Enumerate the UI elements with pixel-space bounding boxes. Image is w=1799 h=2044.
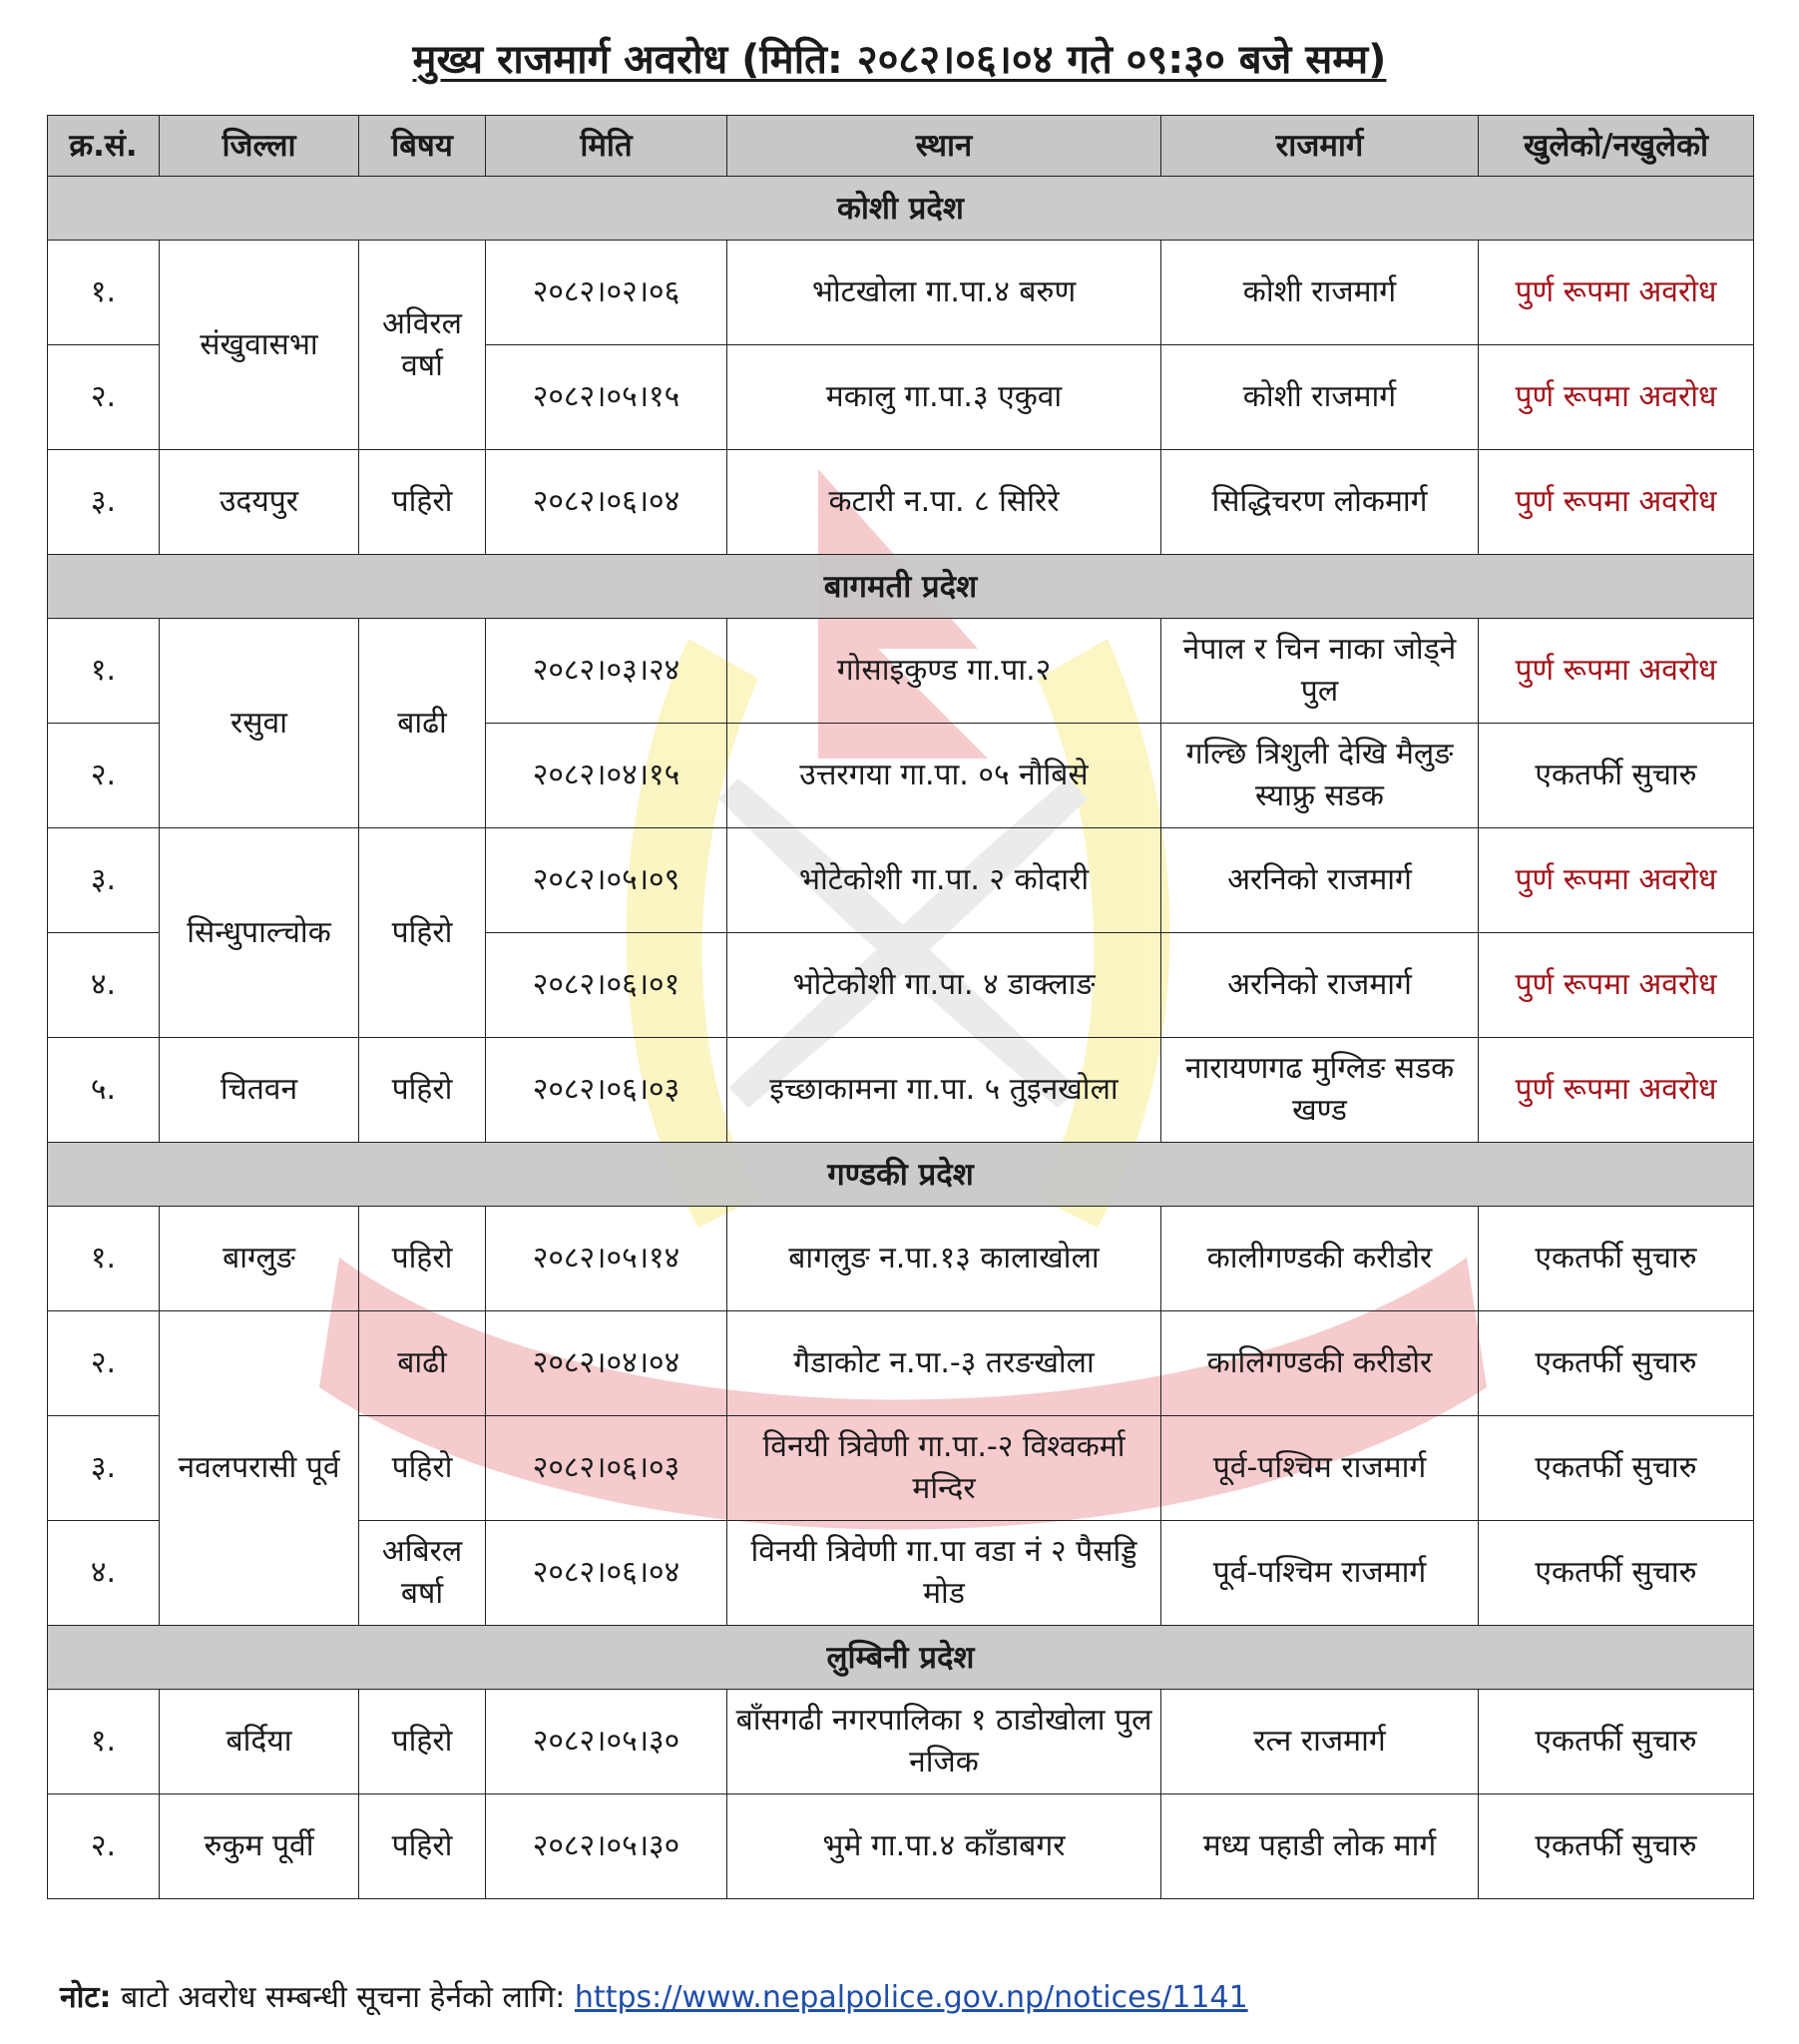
cell-place: विनयी त्रिवेणी गा.पा वडा नं २ पैसड्डि मोड <box>727 1521 1161 1626</box>
cell-status: एकतर्फी सुचारु <box>1479 724 1754 828</box>
cell-sn: २. <box>48 724 160 828</box>
cell-highway: कोशी राजमार्ग <box>1161 345 1479 450</box>
cell-district: सिन्धुपाल्चोक <box>160 828 359 1038</box>
cell-date: २०८२।०६।०३ <box>486 1416 727 1521</box>
cell-highway: अरनिको राजमार्ग <box>1161 933 1479 1038</box>
cell-date: २०८२।०६।०१ <box>486 933 727 1038</box>
cell-date: २०८२।०३।२४ <box>486 619 727 724</box>
cell-sn: २. <box>48 1794 160 1899</box>
cell-subject: पहिरो <box>359 1038 486 1143</box>
province-name: गण्डकी प्रदेश <box>48 1143 1754 1207</box>
province-row <box>48 177 1754 241</box>
cell-district: रसुवा <box>160 619 359 828</box>
notice-link[interactable]: https://www.nepalpolice.gov.np/notices/1141 <box>574 1980 1248 2015</box>
province-row <box>48 1626 1754 1690</box>
cell-date: २०८२।०६।०३ <box>486 1038 727 1143</box>
province-name: बागमती प्रदेश <box>48 555 1754 619</box>
cell-highway: पूर्व-पश्चिम राजमार्ग <box>1161 1416 1479 1521</box>
cell-sn: ४. <box>48 933 160 1038</box>
cell-sn: १. <box>48 619 160 724</box>
table-row <box>48 1690 1754 1794</box>
cell-sn: १. <box>48 1690 160 1794</box>
cell-highway: सिद्धिचरण लोकमार्ग <box>1161 450 1479 555</box>
cell-place: विनयी त्रिवेणी गा.पा.-२ विश्वकर्मा मन्दिर <box>727 1416 1161 1521</box>
cell-status: पुर्ण रूपमा अवरोध <box>1479 619 1754 724</box>
table-row <box>48 1038 1754 1143</box>
cell-status: पुर्ण रूपमा अवरोध <box>1479 1038 1754 1143</box>
cell-highway: अरनिको राजमार्ग <box>1161 828 1479 933</box>
header-sn: क्र.सं. <box>48 116 160 177</box>
header-district: जिल्ला <box>160 116 359 177</box>
cell-highway: गल्छि त्रिशुली देखि मैलुङ स्याफ्रु सडक <box>1161 724 1479 828</box>
cell-highway: नेपाल र चिन नाका जोड्ने पुल <box>1161 619 1479 724</box>
cell-district: नवलपरासी पूर्व <box>160 1311 359 1626</box>
cell-status: पुर्ण रूपमा अवरोध <box>1479 450 1754 555</box>
cell-highway: कालिगण्डकी करीडोर <box>1161 1311 1479 1416</box>
cell-subject: अबिरल बर्षा <box>359 1521 486 1626</box>
table-row <box>48 619 1754 724</box>
cell-date: २०८२।०५।०९ <box>486 828 727 933</box>
cell-date: २०८२।०२।०६ <box>486 241 727 345</box>
cell-district: संखुवासभा <box>160 241 359 450</box>
cell-district: बाग्लुङ <box>160 1207 359 1311</box>
cell-sn: २. <box>48 1311 160 1416</box>
cell-status: एकतर्फी सुचारु <box>1479 1311 1754 1416</box>
cell-status: पुर्ण रूपमा अवरोध <box>1479 933 1754 1038</box>
header-place: स्थान <box>727 116 1161 177</box>
cell-subject: पहिरो <box>359 1690 486 1794</box>
header-date: मिति <box>486 116 727 177</box>
cell-sn: १. <box>48 1207 160 1311</box>
cell-status: एकतर्फी सुचारु <box>1479 1207 1754 1311</box>
cell-highway: नारायणगढ मुग्लिङ सडक खण्ड <box>1161 1038 1479 1143</box>
cell-date: २०८२।०५।३० <box>486 1794 727 1899</box>
cell-subject: अविरल वर्षा <box>359 241 486 450</box>
cell-date: २०८२।०५।३० <box>486 1690 727 1794</box>
cell-sn: ५. <box>48 1038 160 1143</box>
province-row <box>48 1143 1754 1207</box>
table-row <box>48 1794 1754 1899</box>
cell-subject: पहिरो <box>359 1207 486 1311</box>
cell-place: इच्छाकामना गा.पा. ५ तुइनखोला <box>727 1038 1161 1143</box>
highway-obstruction-table <box>47 115 1754 1899</box>
note-label: नोट: <box>60 1980 112 2015</box>
cell-district: चितवन <box>160 1038 359 1143</box>
cell-place: उत्तरगया गा.पा. ०५ नौबिसे <box>727 724 1161 828</box>
header-highway: राजमार्ग <box>1161 116 1479 177</box>
cell-date: २०८२।०४।०४ <box>486 1311 727 1416</box>
cell-date: २०८२।०६।०४ <box>486 1521 727 1626</box>
cell-place: गैडाकोट न.पा.-३ तरङखोला <box>727 1311 1161 1416</box>
cell-subject: बाढी <box>359 619 486 828</box>
table-row <box>48 241 1754 345</box>
province-row <box>48 555 1754 619</box>
cell-place: कटारी न.पा. ८ सिरिरे <box>727 450 1161 555</box>
cell-date: २०८२।०४।१५ <box>486 724 727 828</box>
cell-date: २०८२।०६।०४ <box>486 450 727 555</box>
cell-sn: ३. <box>48 450 160 555</box>
cell-place: गोसाइकुण्ड गा.पा.२ <box>727 619 1161 724</box>
cell-sn: १. <box>48 241 160 345</box>
cell-highway: कोशी राजमार्ग <box>1161 241 1479 345</box>
cell-subject: पहिरो <box>359 1416 486 1521</box>
table-row <box>48 450 1754 555</box>
cell-district: रुकुम पूर्वी <box>160 1794 359 1899</box>
cell-highway: कालीगण्डकी करीडोर <box>1161 1207 1479 1311</box>
page-title: मुख्य राजमार्ग अवरोध (मिति: २०८२।०६।०४ गते ०९:३० बजे सम्म) <box>412 37 1387 83</box>
cell-highway: पूर्व-पश्चिम राजमार्ग <box>1161 1521 1479 1626</box>
cell-highway: रत्न राजमार्ग <box>1161 1690 1479 1794</box>
cell-subject: पहिरो <box>359 828 486 1038</box>
cell-place: मकालु गा.पा.३ एकुवा <box>727 345 1161 450</box>
cell-status: पुर्ण रूपमा अवरोध <box>1479 241 1754 345</box>
province-name: लुम्बिनी प्रदेश <box>48 1626 1754 1690</box>
cell-subject: पहिरो <box>359 450 486 555</box>
table-row <box>48 828 1754 933</box>
cell-status: पुर्ण रूपमा अवरोध <box>1479 345 1754 450</box>
cell-status: एकतर्फी सुचारु <box>1479 1690 1754 1794</box>
cell-district: बर्दिया <box>160 1690 359 1794</box>
footnote <box>60 1976 1248 2020</box>
cell-place: भोटेकोशी गा.पा. २ कोदारी <box>727 828 1161 933</box>
cell-subject: पहिरो <box>359 1794 486 1899</box>
cell-district: उदयपुर <box>160 450 359 555</box>
cell-sn: २. <box>48 345 160 450</box>
cell-status: एकतर्फी सुचारु <box>1479 1794 1754 1899</box>
cell-place: भुमे गा.पा.४ काँडाबगर <box>727 1794 1161 1899</box>
cell-place: बाँसगढी नगरपालिका १ ठाडोखोला पुल नजिक <box>727 1690 1161 1794</box>
header-status: खुलेको/नखुलेको <box>1479 116 1754 177</box>
cell-place: भोटखोला गा.पा.४ बरुण <box>727 241 1161 345</box>
cell-status: एकतर्फी सुचारु <box>1479 1416 1754 1521</box>
province-name: कोशी प्रदेश <box>48 177 1754 241</box>
cell-place: भोटेकोशी गा.पा. ४ डाक्लाङ <box>727 933 1161 1038</box>
cell-sn: ३. <box>48 828 160 933</box>
cell-highway: मध्य पहाडी लोक मार्ग <box>1161 1794 1479 1899</box>
header-subject: बिषय <box>359 116 486 177</box>
table-header-row <box>48 116 1754 177</box>
cell-sn: ४. <box>48 1521 160 1626</box>
note-text: बाटो अवरोध सम्बन्धी सूचना हेर्नको लागि: <box>121 1980 566 2015</box>
cell-date: २०८२।०५।१५ <box>486 345 727 450</box>
cell-status: पुर्ण रूपमा अवरोध <box>1479 828 1754 933</box>
table-row <box>48 1207 1754 1311</box>
cell-status: एकतर्फी सुचारु <box>1479 1521 1754 1626</box>
cell-subject: बाढी <box>359 1311 486 1416</box>
cell-place: बागलुङ न.पा.१३ कालाखोला <box>727 1207 1161 1311</box>
cell-sn: ३. <box>48 1416 160 1521</box>
table-row <box>48 1311 1754 1416</box>
cell-date: २०८२।०५।१४ <box>486 1207 727 1311</box>
